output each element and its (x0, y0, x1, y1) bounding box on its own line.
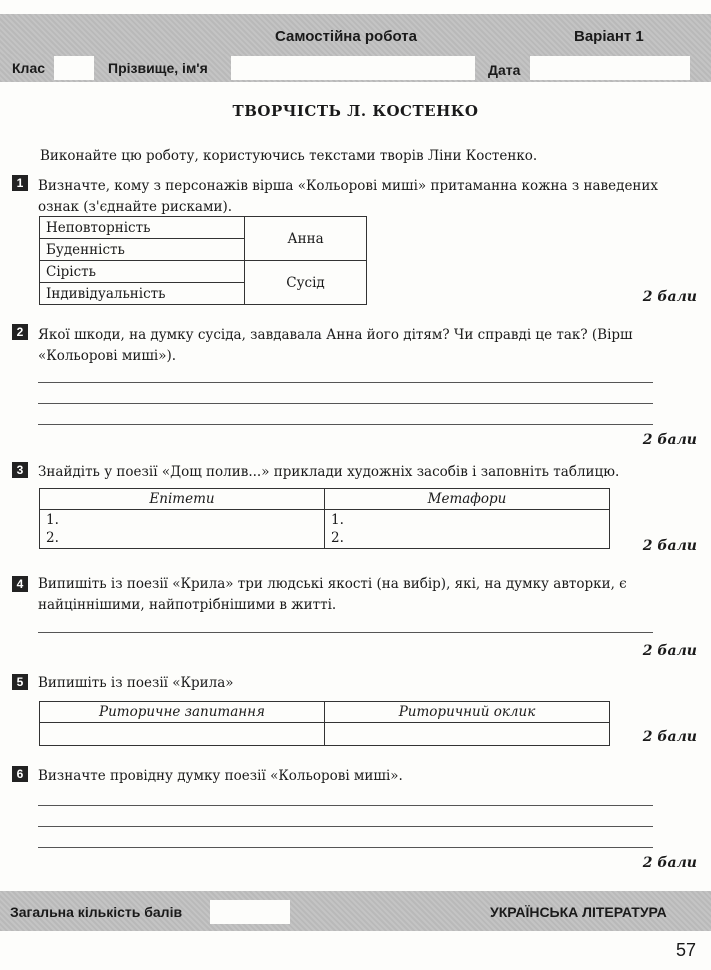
row-number: 1. (331, 512, 344, 528)
task-2-text: Якої шкоди, на думку сусіда, завдавала Анна його дітям? Чи справді це так? (Вірш «Кольорові миші»). (38, 327, 633, 364)
task-3-text: Знайдіть у поезії «Дощ полив...» приклади художніх засобів і заповніть таблицю. (38, 464, 620, 480)
work-title: Самостійна робота (275, 28, 417, 45)
task-5-table (39, 701, 610, 746)
trait-cell: Сірість (40, 261, 245, 283)
answer-line[interactable] (38, 847, 653, 848)
answer-cell[interactable] (325, 723, 610, 746)
task-1-table (39, 216, 367, 305)
task-number-badge: 1 (12, 175, 28, 191)
row-number: 2. (331, 530, 344, 546)
task-1-score: 2 бали (642, 289, 697, 305)
task-5-text: Випишіть із поезії «Крила» (38, 675, 234, 691)
subject-label: УКРАЇНСЬКА ЛІТЕРАТУРА (490, 904, 667, 920)
answer-line[interactable] (38, 632, 653, 633)
variant-label: Варіант 1 (574, 28, 644, 45)
total-score-field[interactable] (210, 900, 290, 924)
table-header: Риторичне запитання (40, 702, 325, 723)
task-3-table (39, 488, 610, 549)
row-number: 1. (46, 512, 59, 528)
answer-cell[interactable] (325, 510, 610, 549)
task-number-badge: 4 (12, 576, 28, 592)
task-4-score: 2 бали (642, 643, 697, 659)
task-1-text: Визначте, кому з персонажів вірша «Кольорові миші» притаманна кожна з наведених ознак (з'єднайте рисками). (38, 178, 659, 215)
task-5-score: 2 бали (642, 729, 697, 745)
task-6-score: 2 бали (642, 855, 697, 871)
name-label: Прізвище, ім'я (108, 60, 208, 76)
character-cell: Сусід (245, 261, 367, 305)
character-cell: Анна (245, 217, 367, 261)
page-number: 57 (676, 940, 697, 960)
total-score-label: Загальна кількість балів (10, 904, 183, 920)
task-3-score: 2 бали (642, 538, 697, 554)
task-number-badge: 6 (12, 766, 28, 782)
answer-cell[interactable] (40, 723, 325, 746)
answer-line[interactable] (38, 403, 653, 404)
date-label: Дата (488, 62, 521, 78)
trait-cell: Буденність (40, 239, 245, 261)
class-field[interactable] (54, 56, 94, 80)
table-header: Епітети (40, 489, 325, 510)
table-header: Риторичний оклик (325, 702, 610, 723)
task-4-text: Випишіть із поезії «Крила» три людські якості (на вибір), які, на думку авторки, є найціннішими, найпотрібнішими в житті. (38, 576, 627, 613)
task-number-badge: 3 (12, 462, 28, 478)
intro-text: Виконайте цю роботу, користуючись текстами творів Ліни Костенко. (40, 148, 538, 164)
answer-cell[interactable] (40, 510, 325, 549)
task-number-badge: 2 (12, 324, 28, 340)
task-2-score: 2 бали (642, 432, 697, 448)
answer-line[interactable] (38, 424, 653, 425)
page-title: ТВОРЧІСТЬ Л. КОСТЕНКО (232, 102, 479, 120)
answer-line[interactable] (38, 805, 653, 806)
trait-cell: Індивідуальність (40, 283, 245, 305)
row-number: 2. (46, 530, 59, 546)
task-number-badge: 5 (12, 674, 28, 690)
answer-line[interactable] (38, 382, 653, 383)
date-field[interactable] (530, 56, 690, 80)
task-6-text: Визначте провідну думку поезії «Кольорові миші». (38, 768, 403, 784)
trait-cell: Неповторність (40, 217, 245, 239)
answer-line[interactable] (38, 826, 653, 827)
class-label: Клас (12, 60, 46, 76)
name-field[interactable] (231, 56, 475, 80)
table-header: Метафори (325, 489, 610, 510)
